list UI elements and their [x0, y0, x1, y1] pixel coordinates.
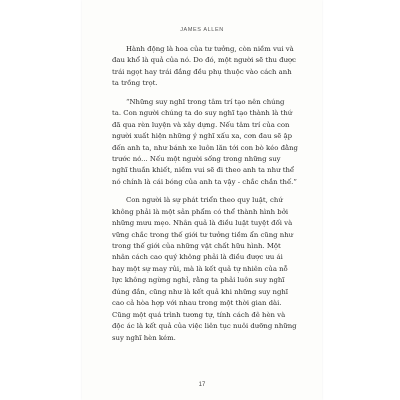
text-line: người xuất hiện những ý nghĩ xấu xa, cơn đau sẽ ập: [112, 132, 293, 141]
running-head: JAMES ALLEN: [180, 27, 224, 33]
text-line: trái ngọt hay trái đắng đều phụ thuộc vào cách anh: [112, 67, 292, 76]
paragraph: [112, 44, 298, 90]
text-line: độc ác là kết quả của việc liên tục nuôi dưỡng những: [112, 322, 297, 331]
text-line: trước nó... Nếu một người sống trong những suy: [112, 154, 281, 163]
text-line: ta trồng trọt.: [112, 79, 158, 88]
text-line: đến anh ta, như bánh xe luôn lăn tới con bò kéo đằng: [112, 143, 298, 152]
text-line: không phải là một sản phẩm có thể thành hình bởi: [112, 207, 289, 216]
text-line: Cũng một quá trình tương tự, tính cách đê hèn và: [112, 310, 286, 319]
text-line: suy nghĩ hèn kém.: [112, 333, 176, 342]
text-line: Hành động là hoa của tư tưởng, còn niềm vui và: [126, 45, 294, 53]
text-line: trong thế giới của những vật chất hữu hình. Một: [112, 242, 281, 250]
text-line: đã qua rèn luyện và xây dựng. Nếu tâm trí của con: [112, 120, 290, 129]
text-line: nó chính là cái bóng của anh ta vậy - chắc chắn thế.”: [112, 177, 297, 186]
text-line: “Những suy nghĩ trong tâm trí tạo nên chúng: [126, 97, 285, 106]
text-line: lực không ngừng nghỉ, rằng ta phải luôn suy nghĩ: [112, 276, 285, 285]
text-line: Con người là sự phát triển theo quy luật, chứ: [126, 196, 283, 205]
paragraph: [112, 97, 298, 189]
text-line: đúng đắn, cũng như là kết quả khi những suy nghĩ: [112, 287, 288, 296]
text-line: cao cả hòa hợp với nhau trong một thời gian dài.: [112, 299, 282, 308]
text-line: nhân cách cao quý không phải là điều được ưu ái: [112, 253, 283, 262]
text-line: những mưu mẹo. Nhân quả là điều luật tuyệt đối và: [112, 219, 293, 228]
text-line: hay một sự may rủi, mà là kết quả tự nhiên của nỗ: [112, 264, 288, 273]
text-line: đau khổ là quả của nó. Do đó, một người sẽ thu được: [112, 56, 297, 65]
page-number: 17: [198, 382, 206, 388]
text-line: vững chắc trong thế giới tư tưởng tiềm ẩn cũng như: [112, 230, 294, 239]
paragraph: [112, 195, 298, 344]
text-line: nghĩ thuần khiết, niềm vui sẽ đi theo anh ta như thể: [112, 166, 295, 175]
body-text: [112, 44, 298, 344]
text-line: ta. Con người chúng ta do suy nghĩ tạo thành là thứ: [112, 109, 293, 118]
book-page: [82, 0, 322, 400]
